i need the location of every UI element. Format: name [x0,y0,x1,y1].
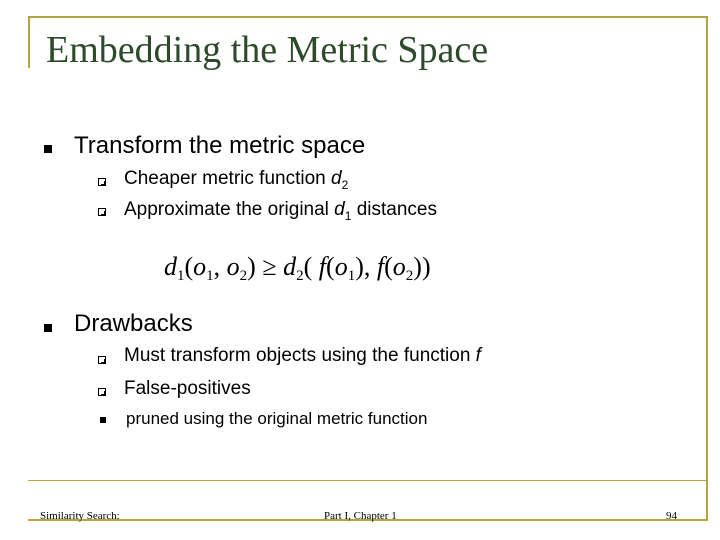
frame-line-right [706,16,708,521]
footer-center: Part I, Chapter 1 [324,510,397,522]
formula-o2: o [226,252,240,281]
subitem-text: Cheaper metric function [124,168,331,189]
subitem-text: Approximate the original [124,199,335,220]
bullet-drawbacks: Drawbacks [74,310,193,337]
var-f: f [475,345,481,366]
sub-bullet-hollow-square-icon [98,178,106,186]
formula: $d_1(o_1$, $o_2) \ge d_2$( $f(o_1)$, $f(o_2)$) [164,252,431,284]
formula-o1: o [193,252,207,281]
bullet-transform: Transform the metric space [74,132,366,159]
var-sub: 2 [341,177,349,192]
page-number: 94 [666,510,677,522]
formula-f1: f [318,252,327,281]
sub-bullet-hollow-square-icon [98,208,106,216]
formula-o2-sub: 2 [239,268,248,284]
bullet-square-icon [44,324,52,332]
subitem-must-transform [124,345,481,367]
formula-d2: d [283,252,297,281]
footer-left: Similarity Search: [40,510,120,522]
sub-sub-bullet-square-icon [100,417,106,423]
formula-d1-sub: 1 [177,268,185,284]
var-sub: 1 [344,208,352,223]
subitem-pruned: pruned using the original metric function [126,409,428,428]
formula-d1: d [164,252,177,281]
sub-bullet-hollow-square-icon [98,356,106,364]
formula-f2: f [376,252,385,281]
subitem-cheaper-metric [124,168,348,192]
formula-geq: ≥ [262,252,277,281]
var-d: d [331,168,342,189]
sub-bullet-hollow-square-icon [98,388,106,396]
var-d: d [334,199,345,220]
formula-o2b-sub: 2 [405,268,414,284]
slide-title: Embedding the Metric Space [46,29,489,71]
footer-divider [28,480,708,481]
formula-o1b-sub: 1 [347,268,356,284]
frame-line-left [28,16,30,68]
subitem-rest: distances [351,199,437,220]
subitem-text: Must transform objects using the function [124,345,476,366]
formula-o2b: o [392,252,406,281]
bullet-square-icon [44,145,52,153]
subitem-false-positives: False-positives [124,378,251,399]
frame-line-top [28,16,708,18]
formula-o1-sub: 1 [206,268,214,284]
formula-o1b: o [334,252,348,281]
subitem-approximate [124,199,437,223]
formula-d2-sub: 2 [296,268,304,284]
